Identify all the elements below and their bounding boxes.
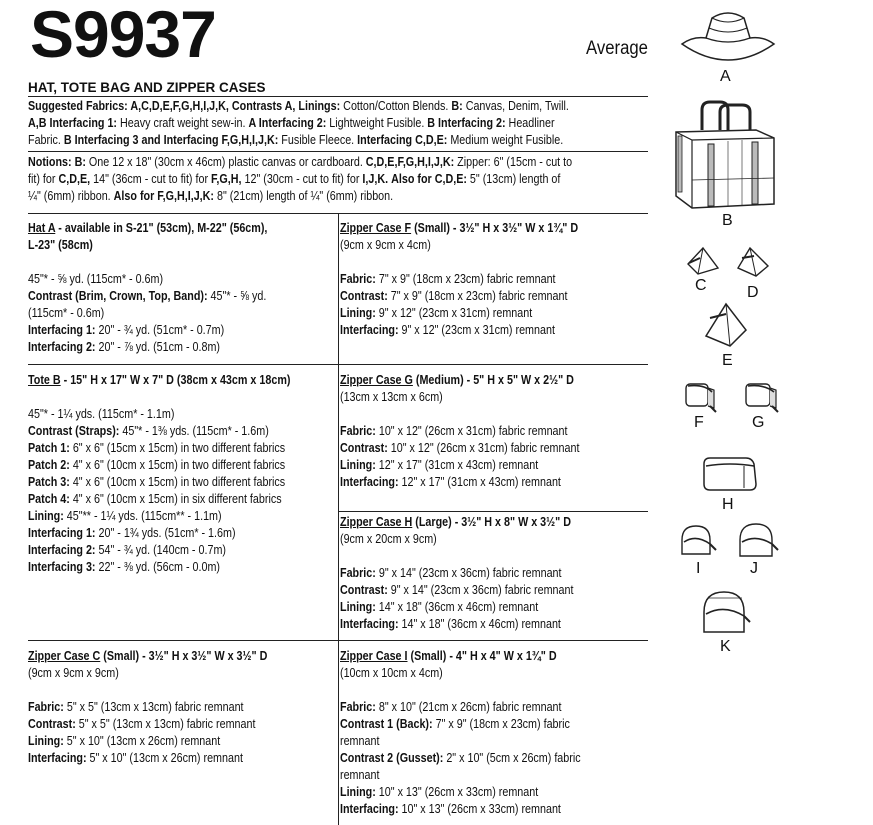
row-value: 20" - ⅞ yd. (51cm - 0.8m) [95, 340, 221, 354]
section-dims: - available in S-21" (53cm), M-22" (56cm), [55, 221, 268, 235]
row-label: Contrast 1 (Back): [340, 717, 433, 731]
section-dims-metric: (13cm x 13cm x 6cm) [340, 390, 443, 404]
row-value: 20" - 1¾ yds. (51cm* - 1.6m) [95, 526, 236, 540]
row-value: 7" x 9" (18cm x 23cm) fabric [432, 717, 570, 731]
fabrics-b-text: Canvas, Denim, Twill. [462, 99, 569, 113]
figure-label-e: E [722, 352, 733, 369]
section-dims-metric: (9cm x 20cm x 9cm) [340, 532, 437, 546]
row-value: 5" x 5" (13cm x 13cm) fabric remnant [63, 700, 244, 714]
row-label: Interfacing: [340, 323, 399, 337]
row-value: 54" - ¾ yd. (140cm - 0.7m) [95, 543, 226, 557]
case-g-section [340, 372, 579, 491]
row-value: 10" x 13" (26cm x 33cm) remnant [398, 802, 561, 816]
tote-illustration [672, 100, 778, 210]
notions-text: ¼" (6mm) ribbon. [28, 189, 114, 203]
row-label: Interfacing: [340, 617, 399, 631]
row-label: Lining: [340, 600, 376, 614]
row-label: Patch 2: [28, 458, 70, 472]
row-label: Interfacing 3: [28, 560, 96, 574]
fabrics-text: Cotton/Cotton Blends. [340, 99, 452, 113]
section-dims: (Large) - 3½" H x 8" W x 3½" D [412, 515, 571, 529]
interfacing-text: Lightweight Fusible. [326, 116, 428, 130]
row-label: Interfacing 2: [28, 340, 96, 354]
case-d-illustration [736, 246, 770, 278]
row-value: 10" x 12" (26cm x 31cm) fabric remnant [375, 424, 568, 438]
row-label: Contrast 2 (Gusset): [340, 751, 444, 765]
section-heading: Tote B [28, 373, 61, 387]
row-value: (115cm* - 0.6m) [28, 306, 105, 320]
row-value: 5" x 10" (13cm x 26cm) remnant [86, 751, 243, 765]
row-value: 10" x 12" (26cm x 31cm) fabric remnant [387, 441, 580, 455]
notions [28, 154, 572, 205]
interfacing-text: Fusible Fleece. [278, 133, 358, 147]
interfacing-text: Heavy craft weight sew-in. [117, 116, 249, 130]
row-label: Fabric: [340, 272, 376, 286]
notions-text: Zipper: 6" (15cm - cut to [454, 155, 573, 169]
row-value: 9" x 14" (23cm x 36cm) fabric remnant [375, 566, 562, 580]
notions-label: F,G,H, [211, 172, 242, 186]
row-value: 45"** - 1¼ yds. (115cm** - 1.1m) [63, 509, 222, 523]
case-h-section [340, 514, 573, 633]
case-c-section [28, 648, 267, 767]
yardage-row: 45"* - 1¼ yds. (115cm* - 1.1m) [28, 407, 175, 421]
case-j-illustration [738, 522, 782, 560]
section-dims: L-23" (58cm) [28, 238, 93, 252]
section-dims: (Medium) - 5" H x 5" W x 2½" D [412, 373, 574, 387]
notions-text: 8" (21cm) length of ¼" (6mm) ribbon. [214, 189, 394, 203]
row-label: Contrast: [340, 583, 388, 597]
notions-text: One 12 x 18" (30cm x 46cm) plastic canvas or cardboard. [85, 155, 366, 169]
row-value: 22" - ⅜ yd. (56cm - 0.0m) [95, 560, 221, 574]
case-f-section [340, 220, 578, 339]
row-value: 4" x 6" (10cm x 15cm) in six different fabrics [69, 492, 282, 506]
row-value: 4" x 6" (10cm x 15cm) in two different fabrics [69, 458, 286, 472]
figure-label-k: K [720, 638, 731, 655]
row-label: Interfacing 2: [28, 543, 96, 557]
interfacing-label: B Interfacing 2: [427, 116, 506, 130]
hat-illustration [678, 6, 778, 68]
section-dims-metric: (9cm x 9cm x 9cm) [28, 666, 119, 680]
interfacing-label: Interfacing C,D,E: [357, 133, 448, 147]
hat-section [28, 220, 267, 356]
row-value: remnant [340, 768, 380, 782]
row-value: 5" x 10" (13cm x 26cm) remnant [63, 734, 221, 748]
notions-label: Also for F,G,H,I,J,K: [113, 189, 215, 203]
row-label: Lining: [340, 785, 376, 799]
row-value: 7" x 9" (18cm x 23cm) fabric remnant [387, 289, 568, 303]
notions-label: C,D,E, [58, 172, 91, 186]
figure-label-a: A [720, 68, 731, 85]
row-value: 12" x 17" (31cm x 43cm) remnant [398, 475, 561, 489]
row-value: 6" x 6" (15cm x 15cm) in two different fabrics [69, 441, 286, 455]
figure-label-i: I [696, 560, 701, 577]
pattern-number: S9937 [30, 0, 216, 71]
row-label: Patch 3: [28, 475, 70, 489]
notions-label: Notions: B: [28, 155, 86, 169]
row-value: 10" x 13" (26cm x 33cm) remnant [375, 785, 539, 799]
rule-case-g [338, 511, 648, 512]
row-label: Contrast: [28, 717, 76, 731]
row-label: Interfacing: [340, 475, 399, 489]
row-label: Patch 1: [28, 441, 70, 455]
row-value: 5" x 5" (13cm x 13cm) fabric remnant [75, 717, 256, 731]
row-label: Interfacing: [340, 802, 399, 816]
notions-text: 12" (30cm - cut to fit) for [241, 172, 363, 186]
row-value: 20" - ¾ yd. (51cm* - 0.7m) [95, 323, 225, 337]
figure-label-d: D [747, 284, 759, 301]
row-value: 4" x 6" (10cm x 15cm) in two different fabrics [69, 475, 286, 489]
skill-level: Average [586, 38, 648, 59]
row-label: Lining: [28, 509, 64, 523]
notions-text: 5" (13cm) length of [466, 172, 561, 186]
interfacing-label: A,B Interfacing 1: [28, 116, 118, 130]
row-value: remnant [340, 734, 380, 748]
rule-fabrics [28, 151, 648, 152]
row-label: Contrast: [340, 441, 388, 455]
case-i-section [340, 648, 581, 818]
row-label: Lining: [340, 458, 376, 472]
section-dims-metric: (9cm x 9cm x 4cm) [340, 238, 431, 252]
fabrics-b-label: B: [451, 99, 463, 113]
section-dims-metric: (10cm x 10cm x 4cm) [340, 666, 443, 680]
notions-label: I,J,K. [362, 172, 389, 186]
row-label: Interfacing: [28, 751, 87, 765]
section-heading: Hat A [28, 221, 56, 235]
notions-label: Also for C,D,E: [391, 172, 467, 186]
notions-text: 14" (36cm - cut to fit) for [90, 172, 212, 186]
row-value: 14" x 18" (36cm x 46cm) remnant [375, 600, 539, 614]
pattern-title: HAT, TOTE BAG AND ZIPPER CASES [28, 80, 266, 95]
figure-label-b: B [722, 212, 733, 229]
figure-label-h: H [722, 496, 734, 513]
row-value: 45"* - ⅝ yd. [207, 289, 267, 303]
tote-section [28, 372, 290, 576]
figure-label-c: C [695, 277, 707, 294]
row-value: 9" x 12" (23cm x 31cm) remnant [375, 306, 533, 320]
row-label: Fabric: [340, 566, 376, 580]
row-label: Interfacing 1: [28, 323, 96, 337]
section-heading: Zipper Case C [28, 649, 101, 663]
row-value: 12" x 17" (31cm x 43cm) remnant [375, 458, 539, 472]
section-heading: Zipper Case I [340, 649, 408, 663]
section-heading: Zipper Case G [340, 373, 413, 387]
interfacing-text: Fabric. [28, 133, 64, 147]
notions-label: C,D,E,F,G,H,I,J,K: [365, 155, 455, 169]
row-value: 7" x 9" (18cm x 23cm) fabric remnant [375, 272, 556, 286]
figure-label-j: J [750, 560, 758, 577]
case-i-illustration [680, 524, 720, 558]
section-dims: (Small) - 3½" H x 3½" W x 1¾" D [411, 221, 579, 235]
row-label: Fabric: [28, 700, 64, 714]
interfacing-label: B Interfacing 3 and Interfacing F,G,H,I,J,K: [63, 133, 279, 147]
row-label: Interfacing 1: [28, 526, 96, 540]
yardage-row: 45"* - ⅝ yd. (115cm* - 0.6m) [28, 272, 164, 286]
row-value: 8" x 10" (21cm x 26cm) fabric remnant [375, 700, 562, 714]
row-label: Lining: [340, 306, 376, 320]
section-dims: (Small) - 4" H x 4" W x 1¾" D [407, 649, 557, 663]
case-e-illustration [704, 302, 748, 348]
figure-label-g: G [752, 414, 765, 431]
section-dims: - 15" H x 17" W x 7" D (38cm x 43cm x 18cm) [60, 373, 291, 387]
row-value: 2" x 10" (5cm x 26cm) fabric [443, 751, 581, 765]
row-value: 9" x 12" (23cm x 31cm) remnant [398, 323, 555, 337]
notions-text: fit) for [28, 172, 59, 186]
row-value: 14" x 18" (36cm x 46cm) remnant [398, 617, 561, 631]
fabrics-label: Suggested Fabrics: A,C,D,E,F,G,H,I,J,K, Contrasts A, Linings: [28, 99, 341, 113]
section-heading: Zipper Case F [340, 221, 412, 235]
suggested-fabrics [28, 98, 569, 149]
row-label: Fabric: [340, 700, 376, 714]
row-label: Contrast (Straps): [28, 424, 120, 438]
row-label: Lining: [28, 734, 64, 748]
case-g-illustration [744, 380, 780, 414]
interfacing-text: Medium weight Fusible. [447, 133, 564, 147]
case-h-illustration [700, 454, 760, 494]
figure-label-f: F [694, 414, 704, 431]
row-label: Patch 4: [28, 492, 70, 506]
row-label: Contrast: [340, 289, 388, 303]
row-label: Contrast (Brim, Crown, Top, Band): [28, 289, 208, 303]
row-label: Fabric: [340, 424, 376, 438]
section-heading: Zipper Case H [340, 515, 413, 529]
interfacing-label: A Interfacing 2: [248, 116, 327, 130]
row-value: 9" x 14" (23cm x 36cm) fabric remnant [387, 583, 574, 597]
case-k-illustration [702, 590, 752, 636]
interfacing-text: Headliner [505, 116, 555, 130]
row-value: 45"* - 1⅜ yds. (115cm* - 1.6m) [119, 424, 269, 438]
case-f-illustration [684, 380, 720, 414]
section-dims: (Small) - 3½" H x 3½" W x 3½" D [100, 649, 268, 663]
case-c-illustration [686, 246, 720, 276]
